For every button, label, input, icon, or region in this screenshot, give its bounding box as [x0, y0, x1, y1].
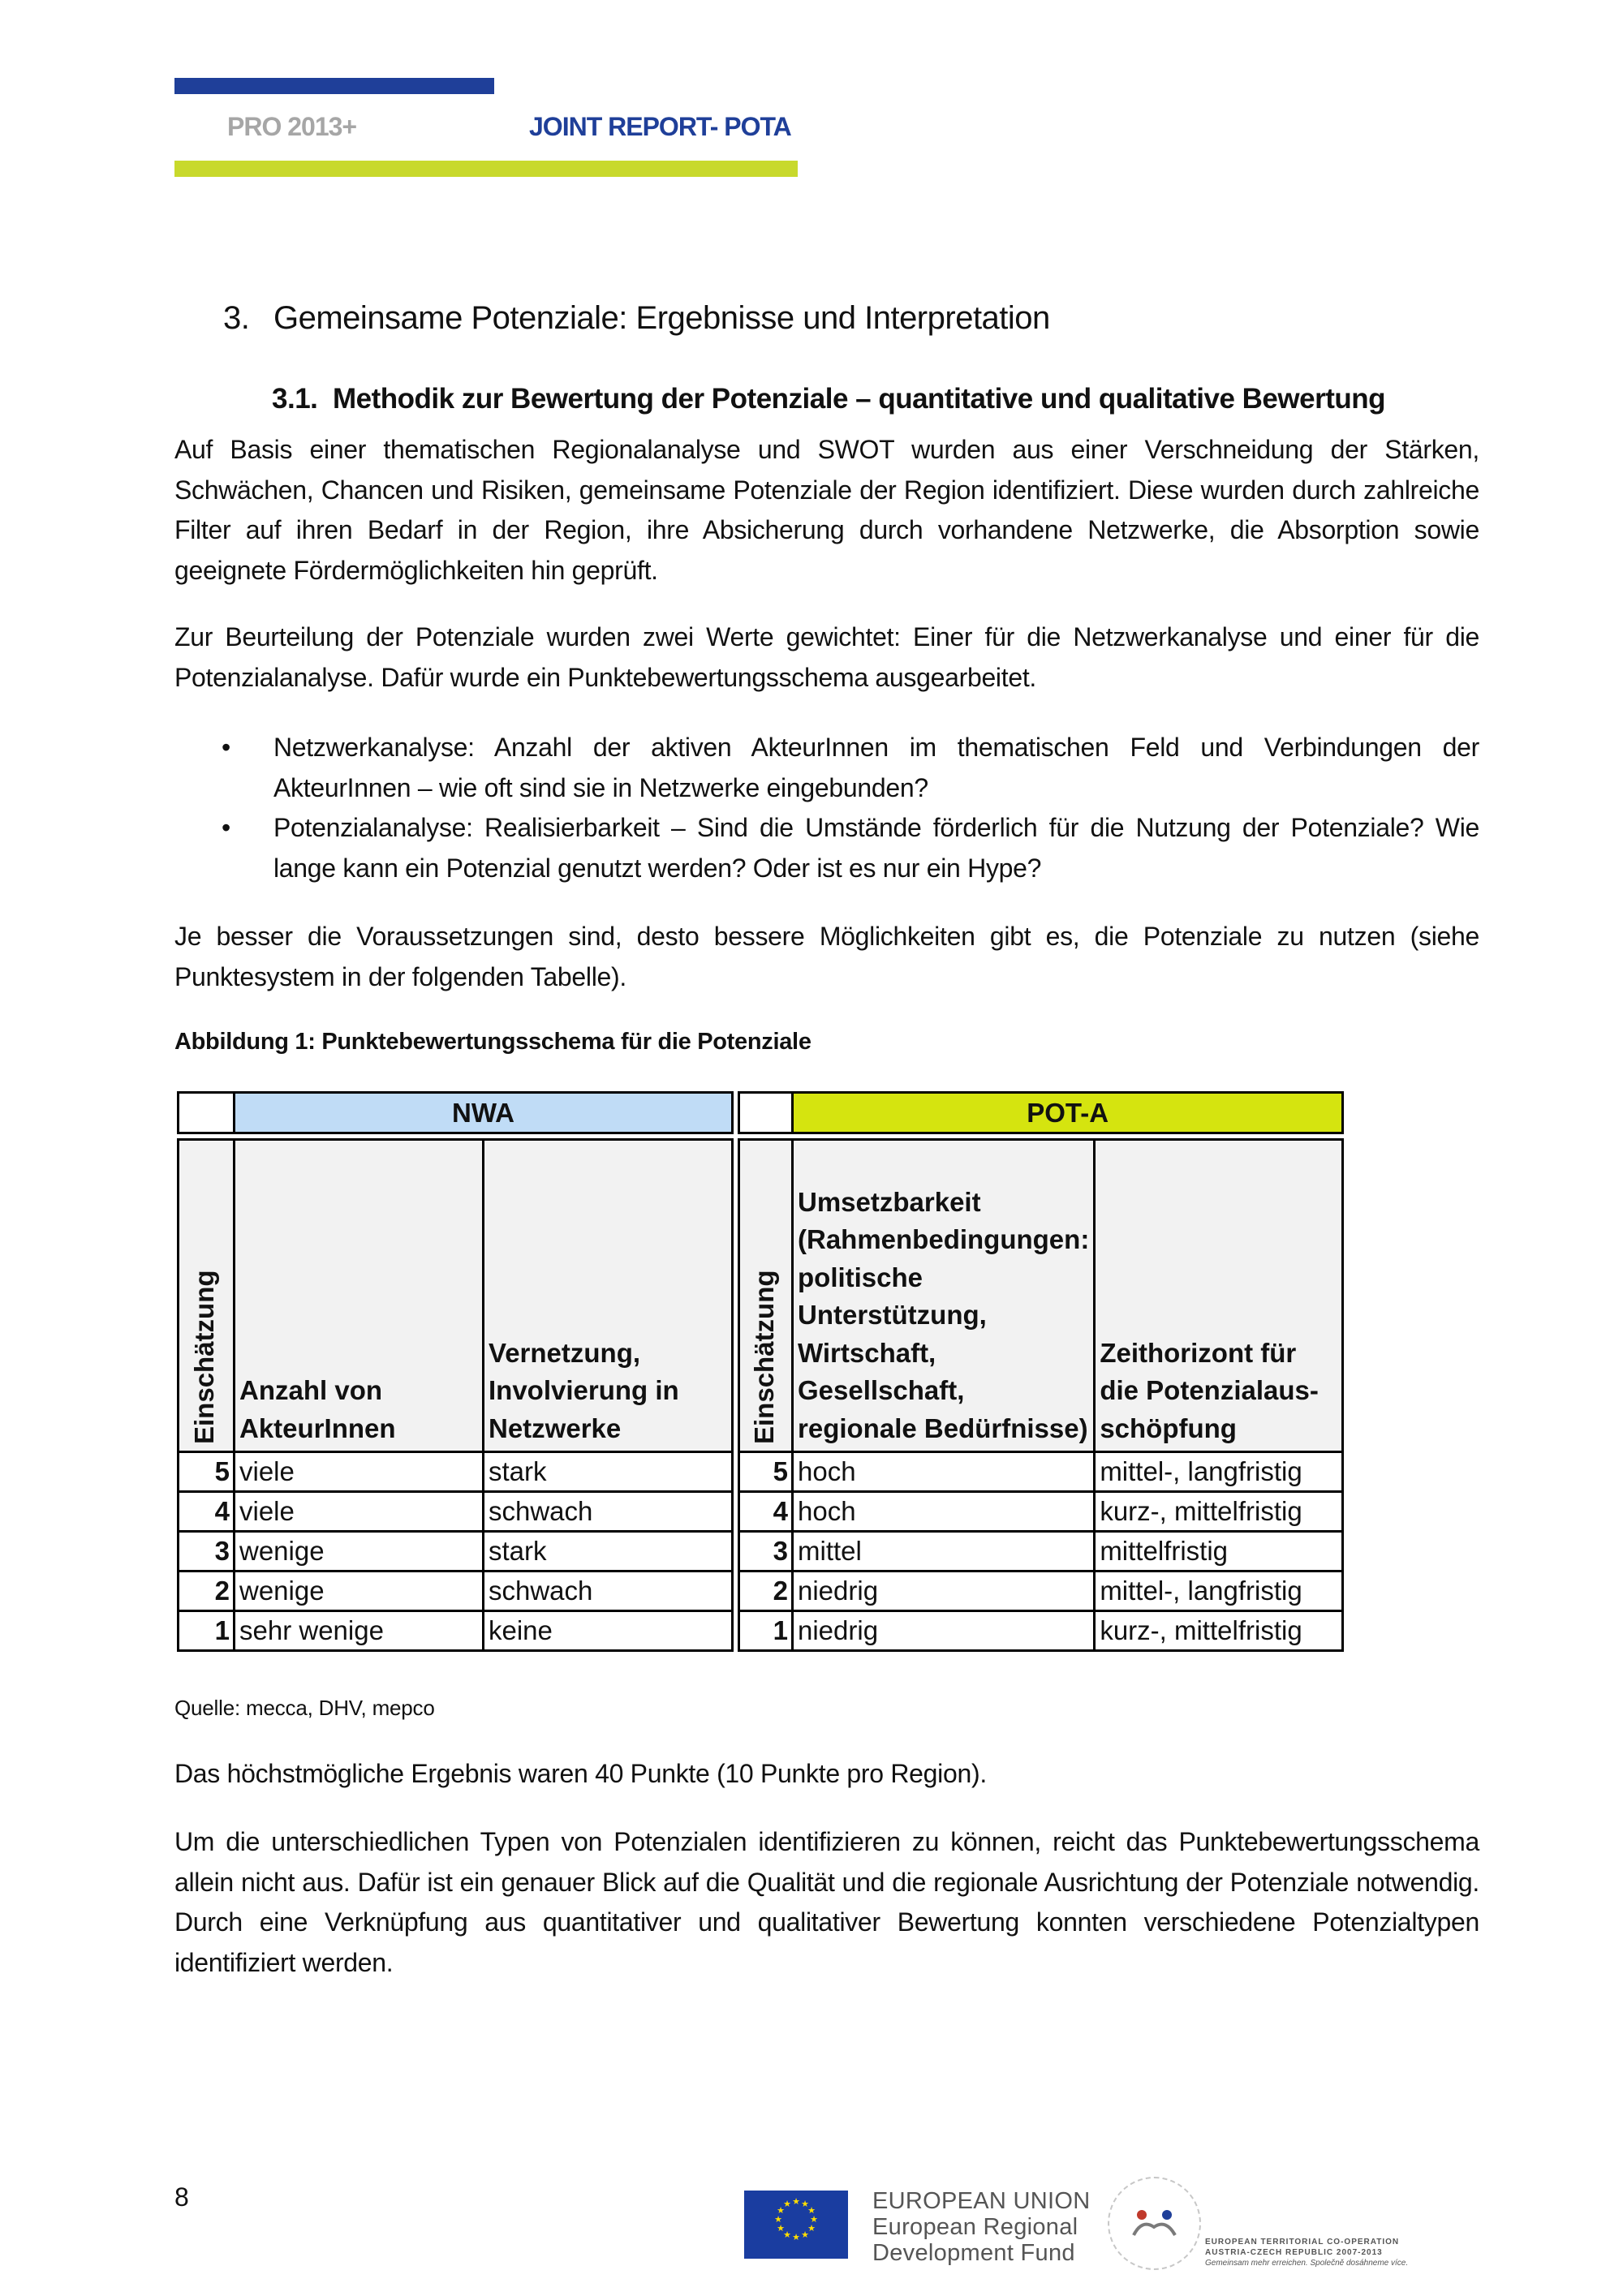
- umsetzbarkeit-cell: niedrig: [793, 1572, 1095, 1611]
- figure-caption: Abbildung 1: Punktebewertungsschema für die Potenziale: [174, 1029, 812, 1055]
- subsection-heading: [272, 383, 1385, 415]
- bullet-item: [174, 728, 1479, 808]
- zeithorizont-cell: mittel-, langfristig: [1095, 1452, 1343, 1492]
- rotated-label-pota: Einschätzung: [748, 1270, 779, 1444]
- table-group-row: [179, 1093, 1343, 1133]
- page-number: 8: [174, 2182, 189, 2212]
- column-header-zeithorizont: Zeithorizont für die Potenzialaus-schöpfung: [1095, 1140, 1343, 1452]
- svg-text:★: ★: [777, 2205, 785, 2216]
- umsetzbarkeit-cell: hoch: [793, 1452, 1095, 1492]
- akteure-cell: sehr wenige: [235, 1611, 484, 1651]
- paragraph-5: Um die unterschiedlichen Typen von Potenzialen identifizieren zu können, reicht das Punktebewertungsschema allein nicht aus. Dafür ist ein genauer Blick auf die Qualität und die regionale Ausrichtung der Potenziale notwendig. Durch eine Verknüpfung aus quantitativer und qualitativer Bewertung konnten verschiedene Potenzialtypen identifiziert werden.: [174, 1827, 1479, 1977]
- column-header-akteure: Anzahl von AkteurInnen: [235, 1140, 484, 1452]
- vernetzung-cell: schwach: [484, 1572, 733, 1611]
- score-cell: 2: [179, 1572, 235, 1611]
- eu-line-1: EUROPEAN UNION: [872, 2188, 1091, 2214]
- svg-text:★: ★: [783, 2199, 791, 2209]
- rotated-label-nwa: Einschätzung: [189, 1270, 219, 1444]
- section-number: 3.: [223, 300, 250, 336]
- umsetzbarkeit-cell: hoch: [793, 1492, 1095, 1532]
- score-cell: 1: [179, 1611, 235, 1651]
- header-left-label: PRO 2013+: [227, 112, 357, 141]
- zeithorizont-cell: mittel-, langfristig: [1095, 1572, 1343, 1611]
- eu-line-3: Development Fund: [872, 2240, 1075, 2266]
- coop-line-3: Gemeinsam mehr erreichen. Společně dosáhneme více.: [1205, 2259, 1409, 2268]
- vernetzung-cell: stark: [484, 1452, 733, 1492]
- section-heading: [223, 300, 1050, 337]
- bullet-list: [174, 728, 1479, 888]
- vernetzung-cell: keine: [484, 1611, 733, 1651]
- zeithorizont-cell: kurz-, mittelfristig: [1095, 1492, 1343, 1532]
- bullet-text: Potenzialanalyse: Realisierbarkeit – Sind die Umstände förderlich für die Nutzung der Potenziale? Wie lange kann ein Potenzial genutzt werden? Oder ist es nur ein Hype?: [273, 813, 1479, 883]
- table-gap: [733, 1140, 739, 1452]
- paragraph-4: Das höchstmögliche Ergebnis waren 40 Punkte (10 Punkte pro Region).: [174, 1759, 987, 1788]
- header-right-label: JOINT REPORT- POTA: [529, 112, 791, 141]
- cooperation-text: [1205, 2237, 1408, 2268]
- eu-logo-text: [872, 2188, 1090, 2266]
- section-title: Gemeinsame Potenziale: Ergebnisse und Interpretation: [273, 300, 1050, 336]
- column-header-umsetzbarkeit: Umsetzbarkeit (Rahmenbedingungen: politische Unterstützung, Wirtschaft, Gesellschaft, regionale Bedürfnisse): [793, 1140, 1095, 1452]
- eu-flag-icon: [744, 2191, 848, 2259]
- akteure-cell: viele: [235, 1492, 484, 1532]
- table-row: [179, 1611, 1343, 1651]
- svg-text:★: ★: [801, 2199, 809, 2209]
- table-row: [179, 1452, 1343, 1492]
- akteure-cell: wenige: [235, 1532, 484, 1572]
- akteure-cell: wenige: [235, 1572, 484, 1611]
- subsection-title: Methodik zur Bewertung der Potenziale – quantitative und qualitative Bewertung: [333, 383, 1385, 415]
- scoring-table: [177, 1091, 1344, 1652]
- score-cell: 4: [739, 1492, 793, 1532]
- svg-text:★: ★: [777, 2223, 785, 2234]
- svg-text:★: ★: [807, 2223, 816, 2234]
- table-corner-cell: [179, 1093, 235, 1133]
- vernetzung-cell: stark: [484, 1532, 733, 1572]
- svg-text:★: ★: [783, 2229, 791, 2240]
- svg-text:★: ★: [792, 2232, 800, 2242]
- coop-line-2: AUSTRIA-CZECH REPUBLIC 2007-2013: [1205, 2248, 1383, 2257]
- group-header-pota: POT-A: [793, 1093, 1343, 1133]
- bullet-icon: •: [222, 813, 230, 842]
- header-bar-blue: [174, 78, 494, 94]
- table-gap: [733, 1093, 739, 1133]
- score-cell: 5: [179, 1452, 235, 1492]
- cooperation-figures-icon: [1109, 2178, 1199, 2268]
- bullet-item: [174, 808, 1479, 888]
- table-row: [179, 1492, 1343, 1532]
- eu-line-2: European Regional: [872, 2214, 1078, 2240]
- table-row: [179, 1532, 1343, 1572]
- svg-text:★: ★: [807, 2205, 816, 2216]
- score-cell: 3: [179, 1532, 235, 1572]
- rotated-header-cell: [179, 1140, 235, 1452]
- score-cell: 4: [179, 1492, 235, 1532]
- svg-text:★: ★: [792, 2196, 800, 2207]
- score-cell: 3: [739, 1532, 793, 1572]
- score-cell: 5: [739, 1452, 793, 1492]
- table-header-row: [179, 1140, 1343, 1452]
- figure-source: Quelle: mecca, DHV, mepco: [174, 1696, 435, 1720]
- eu-stars-icon: [744, 2191, 848, 2259]
- svg-text:★: ★: [774, 2214, 782, 2225]
- akteure-cell: viele: [235, 1452, 484, 1492]
- score-cell: 2: [739, 1572, 793, 1611]
- paragraph-2: Zur Beurteilung der Potenziale wurden zwei Werte gewichtet: Einer für die Netzwerkanalyse und einer für die Potenzialanalyse. Dafür wurde ein Punktebewertungsschema ausgearbeitet.: [174, 622, 1479, 692]
- score-cell: 1: [739, 1611, 793, 1651]
- rotated-header-cell: [739, 1140, 793, 1452]
- svg-text:★: ★: [810, 2214, 818, 2225]
- subsection-number: 3.1.: [272, 383, 318, 415]
- zeithorizont-cell: mittelfristig: [1095, 1532, 1343, 1572]
- bullet-icon: •: [222, 733, 230, 762]
- vernetzung-cell: schwach: [484, 1492, 733, 1532]
- header-bar-green: [174, 161, 798, 177]
- zeithorizont-cell: kurz-, mittelfristig: [1095, 1611, 1343, 1651]
- umsetzbarkeit-cell: mittel: [793, 1532, 1095, 1572]
- coop-line-1: EUROPEAN TERRITORIAL CO-OPERATION: [1205, 2238, 1400, 2247]
- table-corner-cell: [739, 1093, 793, 1133]
- paragraph-3: Je besser die Voraussetzungen sind, desto bessere Möglichkeiten gibt es, die Potenziale zu nutzen (siehe Punktesystem in der folgenden Tabelle).: [174, 922, 1479, 991]
- svg-text:★: ★: [801, 2229, 809, 2240]
- paragraph-1: Auf Basis einer thematischen Regionalanalyse und SWOT wurden aus einer Verschneidung der Stärken, Schwächen, Chancen und Risiken, gemeinsame Potenziale der Region identifiziert. Diese wurden durch zahlreiche Filter auf ihren Bedarf in der Region, ihre Absicherung durch vorhandene Netzwerke, die Absorption sowie geeignete Fördermöglichkeiten hin geprüft.: [174, 435, 1479, 585]
- umsetzbarkeit-cell: niedrig: [793, 1611, 1095, 1651]
- column-header-vernetzung: Vernetzung, Involvierung in Netzwerke: [484, 1140, 733, 1452]
- bullet-text: Netzwerkanalyse: Anzahl der aktiven AkteurInnen im thematischen Feld und Verbindungen der AkteurInnen – wie oft sind sie in Netzwerke eingebunden?: [273, 733, 1479, 802]
- table-row: [179, 1572, 1343, 1611]
- group-header-nwa: NWA: [235, 1093, 733, 1133]
- cooperation-logo-icon: [1108, 2177, 1201, 2270]
